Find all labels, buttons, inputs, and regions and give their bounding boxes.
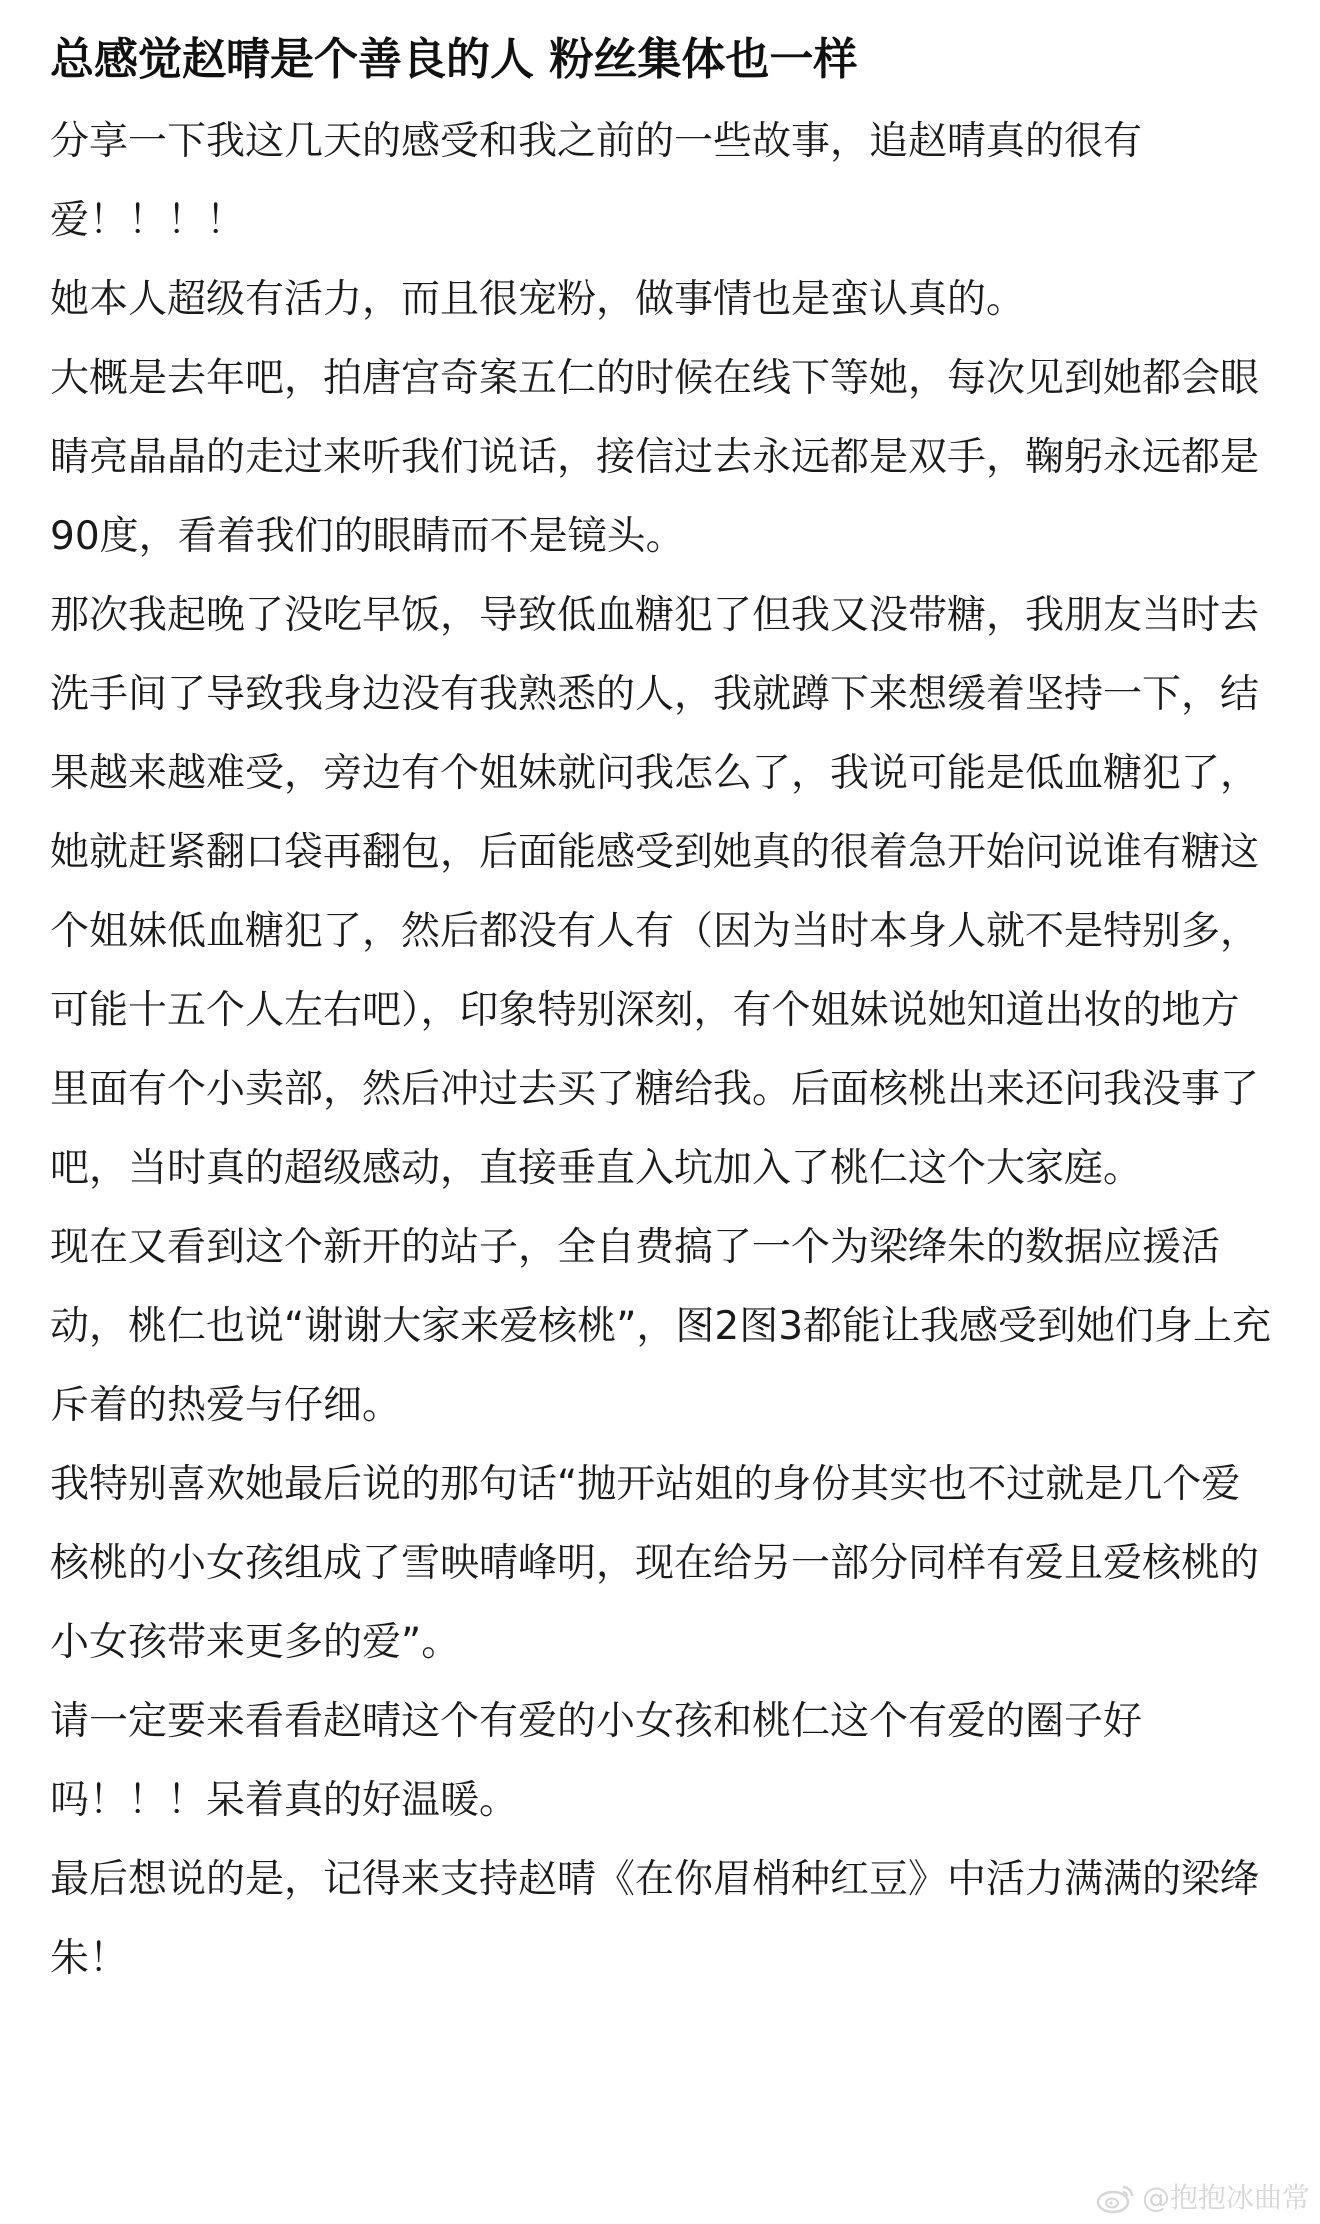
weibo-icon (1096, 2182, 1136, 2214)
post-title: 总感觉赵晴是个善良的人 粉丝集体也一样 (50, 34, 858, 85)
post-paragraph-4: 那次我起晚了没吃早饭，导致低血糖犯了但我又没带糖，我朋友当时去洗手间了导致我身边没有我熟悉的人，我就蹲下来想缓着坚持一下，结果越来越难受，旁边有个姐妹就问我怎么了，我说可能是低血糖犯了，她就赶紧翻口袋再翻包，后面能感受到她真的很着急开始问说谁有糖这个姐妹低血糖犯了，然后都没有人有（因为当时本身人就不是特别多，可能十五个人左右吧），印象特别深刻，有个姐妹说她知道出妆的地方里面有个小卖部，然后冲过去买了糖给我。后面核桃出来还问我没事了吧，当时真的超级感动，直接垂直入坑加入了桃仁这个大家庭。 (50, 593, 1260, 1191)
post-paragraph-1: 分享一下我这几天的感受和我之前的一些故事，追赵晴真的很有爱！！！！ (50, 119, 1143, 243)
post-paragraph-2: 她本人超级有活力，而且很宠粉，做事情也是蛮认真的。 (50, 277, 1026, 322)
watermark-handle: @抱抱冰曲常 (1141, 2181, 1310, 2214)
post-paragraph-8: 最后想说的是，记得来支持赵晴《在你眉梢种红豆》中活力满满的梁绛朱！ (50, 1857, 1260, 1981)
post-paragraph-5: 现在又看到这个新开的站子，全自费搞了一个为梁绛朱的数据应援活动，桃仁也说“谢谢大家来爱核桃”，图2图3都能让我感受到她们身上充斥着的热爱与仔细。 (50, 1225, 1272, 1428)
post-paragraph-3: 大概是去年吧，拍唐宫奇案五仁的时候在线下等她，每次见到她都会眼睛亮晶晶的走过来听我们说话，接信过去永远都是双手，鞠躬永远都是90度，看着我们的眼睛而不是镜头。 (50, 356, 1260, 559)
post-body (50, 102, 1272, 1998)
post-paragraph-6: 我特别喜欢她最后说的那句话“抛开站姐的身份其实也不过就是几个爱核桃的小女孩组成了雪映晴峰明，现在给另一部分同样有爱且爱核桃的小女孩带来更多的爱”。 (50, 1462, 1260, 1665)
post-paragraph-7: 请一定要来看看赵晴这个有爱的小女孩和桃仁这个有爱的圈子好吗！！！呆着真的好温暖。 (50, 1699, 1143, 1823)
weibo-watermark (1096, 2178, 1310, 2218)
